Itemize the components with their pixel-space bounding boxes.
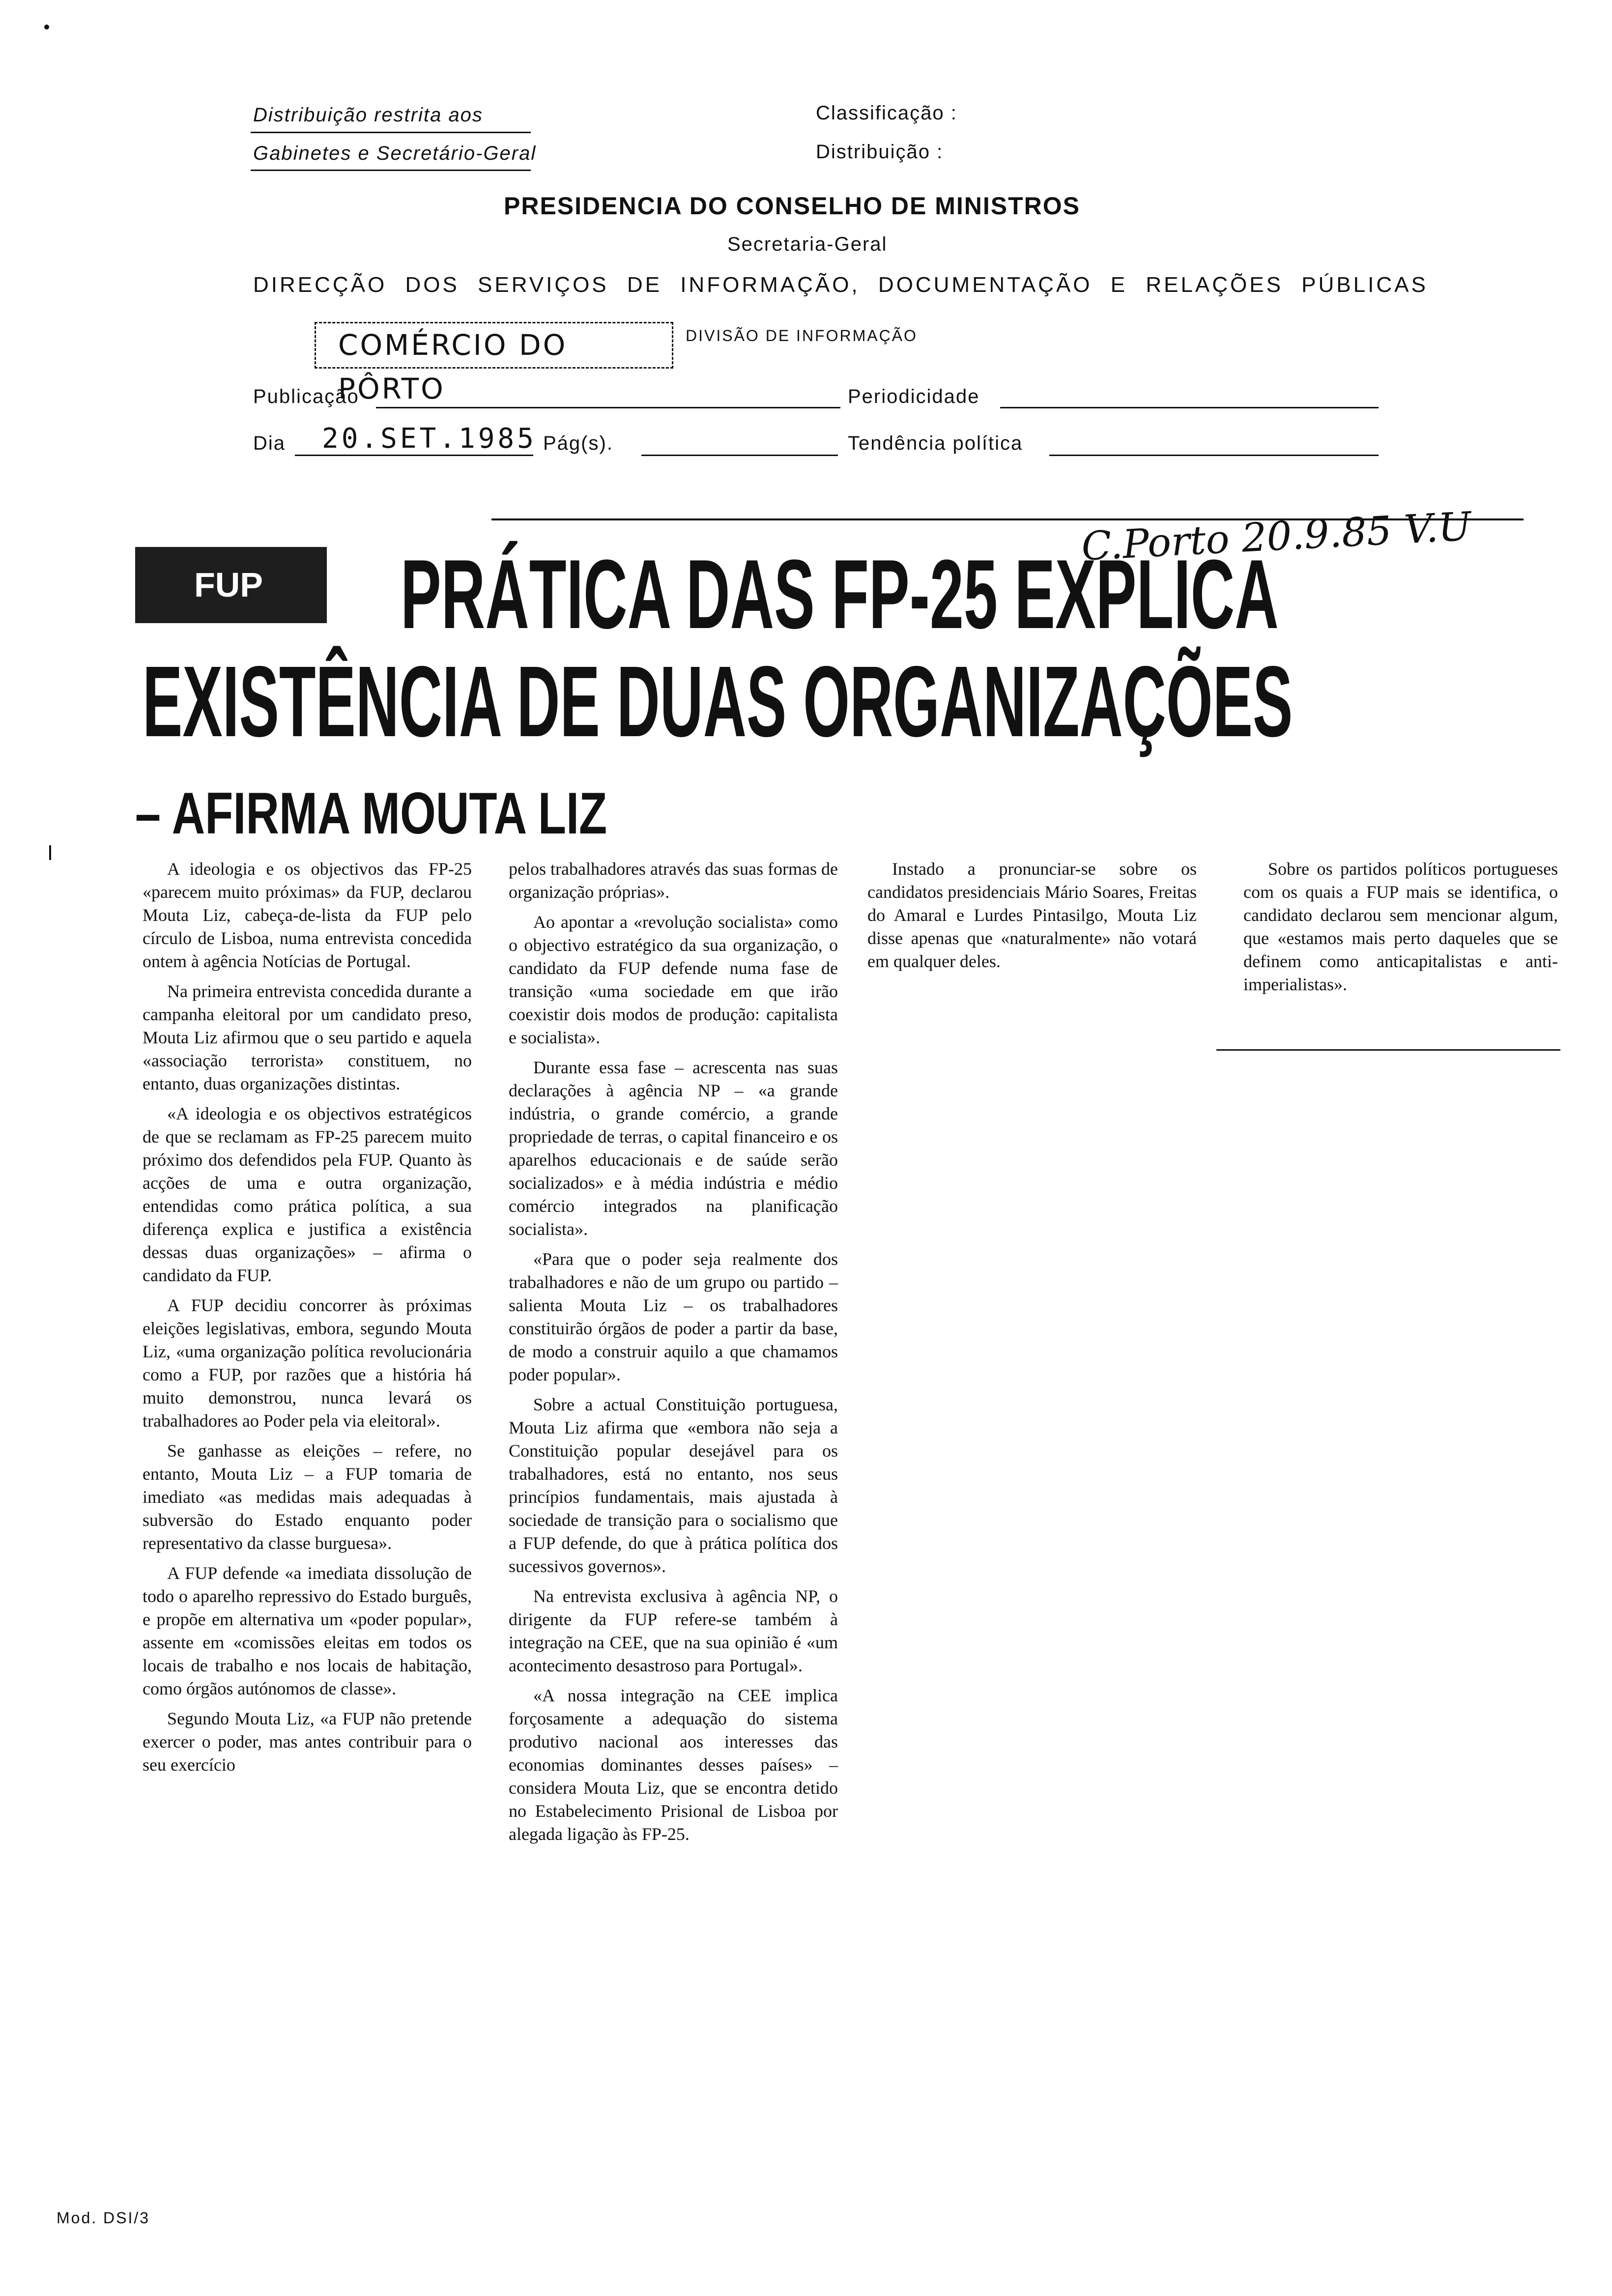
headline-line1: PRÁTICA DAS FP-25 EXPLICA: [401, 540, 1279, 649]
headline-line2: EXISTÊNCIA DE DUAS ORGANIZAÇÕES: [143, 645, 1293, 758]
division-label: DIVISÃO DE INFORMAÇÃO: [686, 327, 918, 344]
classification-label: Classificação :: [816, 102, 957, 124]
article-column-2: [509, 858, 838, 1853]
day-value: 20.SET.1985: [322, 423, 537, 455]
distribution-note-line1: Distribuição restrita aos: [253, 104, 483, 126]
pages-label: Pág(s).: [543, 432, 613, 454]
directorate-title: DIRECÇÃO DOS SERVIÇOS DE INFORMAÇÃO, DOCUMENTAÇÃO E RELAÇÕES PÚBLICAS: [253, 273, 1428, 297]
article-paragraph: A FUP decidiu concorrer às próximas eleições legislativas, embora, segundo Mouta Liz, «uma organização política revolucionária como a FUP, por razões que a história há muito demonstrou, nunca levará os trabalhadores ao Poder pela via eleitoral».: [143, 1295, 472, 1431]
periodicity-label: Periodicidade: [848, 386, 980, 407]
article-column-3: [867, 858, 1197, 980]
day-label: Dia: [253, 432, 286, 454]
distribution-label: Distribuição :: [816, 141, 944, 163]
article-paragraph: Instado a pronunciar-se sobre os candidatos presidenciais Mário Soares, Freitas do Amaral e Lurdes Pintasilgo, Mouta Liz disse apenas que «naturalmente» não votará em qualquer deles.: [867, 859, 1197, 971]
distribution-note-line2: Gabinetes e Secretário-Geral: [253, 143, 537, 164]
day-field: [295, 455, 533, 456]
scan-mark: [49, 845, 51, 860]
publication-field: [376, 407, 840, 408]
handwritten-note: C.Porto 20.9.85 V.U: [1080, 503, 1472, 570]
article-paragraph: Ao apontar a «revolução socialista» como o objectivo estratégico da sua organização, o candidato da FUP defende numa fase de transição «uma sociedade em que irão coexistir dois modos de produção: capitalista e socialista».: [509, 912, 838, 1047]
article-column-4: [1243, 858, 1558, 1003]
secretariat-title: Secretaria-Geral: [727, 233, 888, 255]
article-paragraph: Sobre a actual Constituição portuguesa, Mouta Liz afirma que «embora não seja a Constituição popular desejável para os trabalhadores, está no entanto, nos seus princípios fundamentais, mais ajustada à sociedade de transição para o socialismo que a FUP defende, do que à prática política dos sucessivos governos».: [509, 1395, 838, 1576]
newspaper-stamp: COMÉRCIO DO PÔRTO: [315, 322, 673, 369]
article-paragraph: Durante essa fase – acrescenta nas suas declarações à agência NP – «a grande indústria, o grande comércio, a grande propriedade de terras, o capital financeiro e os aparelhos educacionais e de saúde serão socializados» e à média indústria e médio comércio integrados na planificação socialista».: [509, 1058, 838, 1239]
article-paragraph: Na primeira entrevista concedida durante a campanha eleitoral por um candidato preso, Mouta Liz afirmou que o seu partido e aquela «associação terrorista» constituem, no entanto, duas organizações distintas.: [143, 981, 472, 1093]
article-paragraph: Sobre os partidos políticos portugueses com os quais a FUP mais se identifica, o candidato declarou sem mencionar algum, que «estamos mais perto daqueles que se definem como anticapitalistas e anti-imperialistas».: [1243, 859, 1558, 994]
article-paragraph: A ideologia e os objectivos das FP-25 «parecem muito próximas» da FUP, declarou Mouta Liz, cabeça-de-lista da FUP pelo círculo de Lisboa, numa entrevista concedida ontem à agência Notícias de Portugal.: [143, 859, 472, 971]
article-paragraph: Na entrevista exclusiva à agência NP, o dirigente da FUP refere-se também à integração na CEE, que na sua opinião é «um acontecimento desastroso para Portugal».: [509, 1586, 838, 1675]
article-paragraph: Segundo Mouta Liz, «a FUP não pretende exercer o poder, mas antes contribuir para o seu exercício: [143, 1709, 472, 1775]
periodicity-field: [1000, 407, 1379, 408]
model-number: Mod. DSI/3: [57, 2209, 150, 2227]
article-paragraph: A FUP defende «a imediata dissolução de todo o aparelho repressivo do Estado burguês, e propõe em alternativa um «poder popular», assente em «comissões eleitas em todos os locais de trabalho e nos locais de habitação, como órgãos autónomos de classe».: [143, 1563, 472, 1698]
article-paragraph: «A ideologia e os objectivos estratégicos de que se reclamam as FP-25 parecem muito próximo dos defendidos pela FUP. Quanto às acções de uma e outra organização, entendidas como prática política, a sua diferença explica e justifica a existência dessas duas organizações» – afirma o candidato da FUP.: [143, 1104, 472, 1285]
publication-label: Publicação: [253, 386, 359, 407]
article-paragraph: pelos trabalhadores através das suas formas de organização próprias».: [509, 859, 838, 902]
presidency-title: PRESIDENCIA DO CONSELHO DE MINISTROS: [504, 192, 1081, 220]
fup-logo: FUP: [135, 547, 327, 623]
article-paragraph: Se ganhasse as eleições – refere, no entanto, Mouta Liz – a FUP tomaria de imediato «as medidas mais adequadas à subversão do Estado enquanto poder representativo da classe burguesa».: [143, 1441, 472, 1553]
tendency-field: [1049, 455, 1379, 456]
scan-mark: [44, 25, 49, 29]
subhead: – AFIRMA MOUTA LIZ: [135, 780, 607, 846]
pages-field: [641, 455, 838, 456]
article-column-1: [143, 858, 472, 1783]
article-paragraph: «A nossa integração na CEE implica forçosamente a adequação do sistema produtivo nacional aos interesses das economias dominantes desses países» – considera Mouta Liz, que se encontra detido no Estabelecimento Prisional de Lisboa por alegada ligação às FP-25.: [509, 1686, 838, 1844]
article-paragraph: «Para que o poder seja realmente dos trabalhadores e não de um grupo ou partido – salienta Mouta Liz – os trabalhadores constituirão órgãos de poder a partir da base, de modo a construir aquilo a que chamamos poder popular».: [509, 1249, 838, 1384]
tendency-label: Tendência política: [848, 432, 1023, 454]
underline: [251, 132, 531, 133]
underline: [251, 170, 531, 171]
column-end-rule: [1216, 1049, 1560, 1051]
